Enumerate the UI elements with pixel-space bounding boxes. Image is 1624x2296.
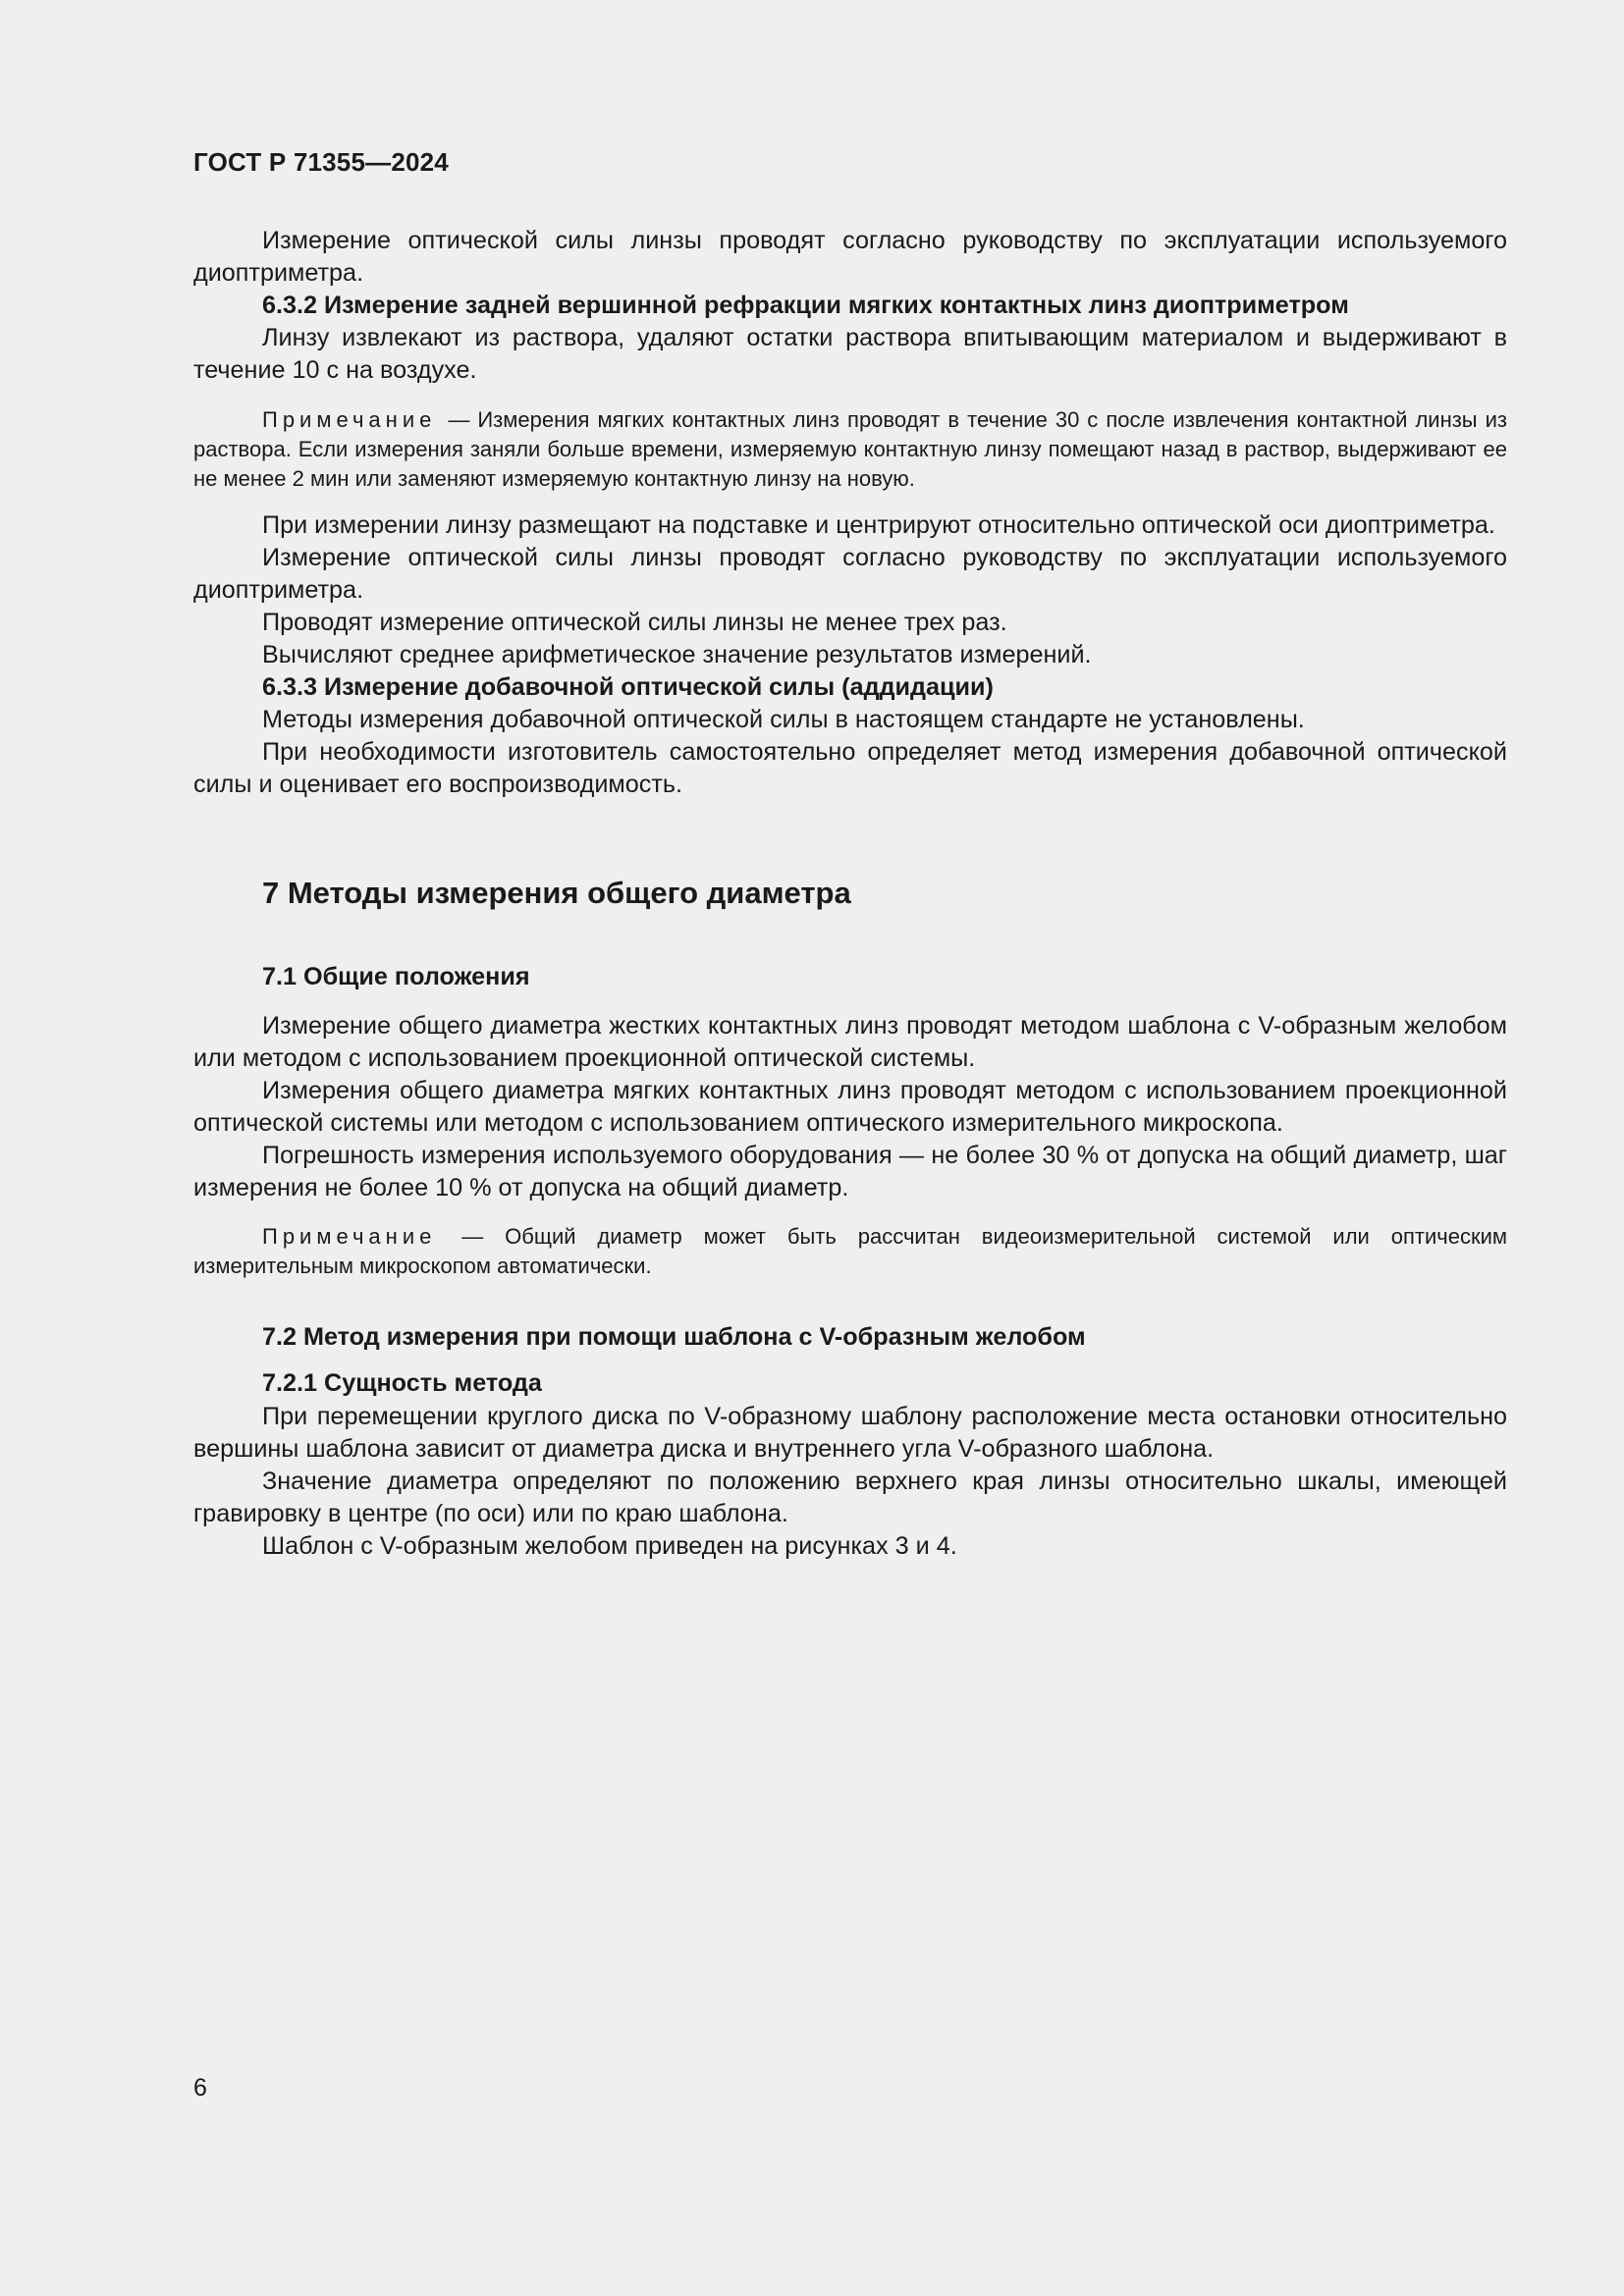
paragraph: Вычисляют среднее арифметическое значение результатов измерений. [262, 641, 1092, 668]
paragraph: Погрешность измерения используемого оборудования — не более 30 % от допуска на общий диаметр, шаг измерения не более 10 % от допуска на общий диаметр. [193, 1142, 1507, 1201]
paragraph: Линзу извлекают из раствора, удаляют остатки раствора впитывающим материалом и выдерживают в течение 10 с на воздухе. [193, 324, 1507, 384]
note-label: Примечание [262, 1224, 437, 1249]
subsection-heading-6-3-2: 6.3.2 Измерение задней вершинной рефракции мягких контактных линз диоптриметром [262, 292, 1349, 319]
note-dash: — [440, 407, 478, 432]
note-block-1 [193, 405, 1507, 494]
paragraph: Шаблон с V-образным желобом приведен на рисунках 3 и 4. [262, 1532, 957, 1560]
subsection-heading-7-2: 7.2 Метод измерения при помощи шаблона с V-образным желобом [262, 1323, 1086, 1351]
paragraph: При перемещении круглого диска по V-образному шаблону расположение места остановки относительно вершины шаблона зависит от диаметра диска и внутреннего угла V-образного шаблона. [193, 1403, 1507, 1463]
paragraph: Измерения общего диаметра мягких контактных линз проводят методом с использованием проекционной оптической системы или методом с использованием оптического измерительного микроскопа. [193, 1077, 1507, 1137]
block-section-7-2-1 [193, 1401, 1507, 1563]
note-dash: — [440, 1224, 506, 1249]
note-text: Общий диаметр может быть рассчитан видеоизмерительной системой или оптическим измерительным микроскопом автоматически. [193, 1224, 1507, 1278]
note [193, 1222, 1507, 1281]
paragraph: При измерении линзу размещают на подставке и центрируют относительно оптической оси диоптриметра. [262, 511, 1495, 539]
block-top [193, 225, 1507, 387]
paragraph: При необходимости изготовитель самостоятельно определяет метод измерения добавочной оптической силы и оценивает его воспроизводимость. [193, 738, 1507, 798]
subsection-heading-6-3-3: 6.3.3 Измерение добавочной оптической силы (аддидации) [262, 673, 994, 701]
paragraph: Значение диаметра определяют по положению верхнего края линзы относительно шкалы, имеющей гравировку в центре (по оси) или по краю шаблона. [193, 1468, 1507, 1527]
page-number: 6 [193, 2074, 207, 2102]
document-header: ГОСТ Р 71355—2024 [193, 147, 449, 177]
section-heading-7: 7 Методы измерения общего диаметра [262, 876, 851, 910]
subsection-heading-7-2-1: 7.2.1 Сущность метода [262, 1369, 542, 1397]
subsection-heading-7-1: 7.1 Общие положения [262, 963, 530, 990]
block-middle [193, 509, 1507, 801]
note-label: Примечание [262, 407, 437, 432]
note-text: Измерения мягких контактных линз проводят в течение 30 с после извлечения контактной линзы из раствора. Если измерения заняли больше времени, измеряемую контактную линзу помещают назад в раствор, выдерживают ее не менее 2 мин или заменяют измеряемую контактную линзу на новую. [193, 407, 1507, 491]
paragraph: Измерение оптической силы линзы проводят согласно руководству по эксплуатации используемого диоптриметра. [193, 227, 1507, 287]
paragraph: Измерение оптической силы линзы проводят согласно руководству по эксплуатации используемого диоптриметра. [193, 544, 1507, 604]
paragraph: Измерение общего диаметра жестких контактных линз проводят методом шаблона с V-образным желобом или методом с использованием проекционной оптической системы. [193, 1012, 1507, 1072]
paragraph: Методы измерения добавочной оптической силы в настоящем стандарте не установлены. [262, 706, 1305, 733]
block-section-7-1 [193, 1010, 1507, 1204]
paragraph: Проводят измерение оптической силы линзы не менее трех раз. [262, 609, 1007, 636]
note-block-2 [193, 1222, 1507, 1281]
note [193, 405, 1507, 494]
